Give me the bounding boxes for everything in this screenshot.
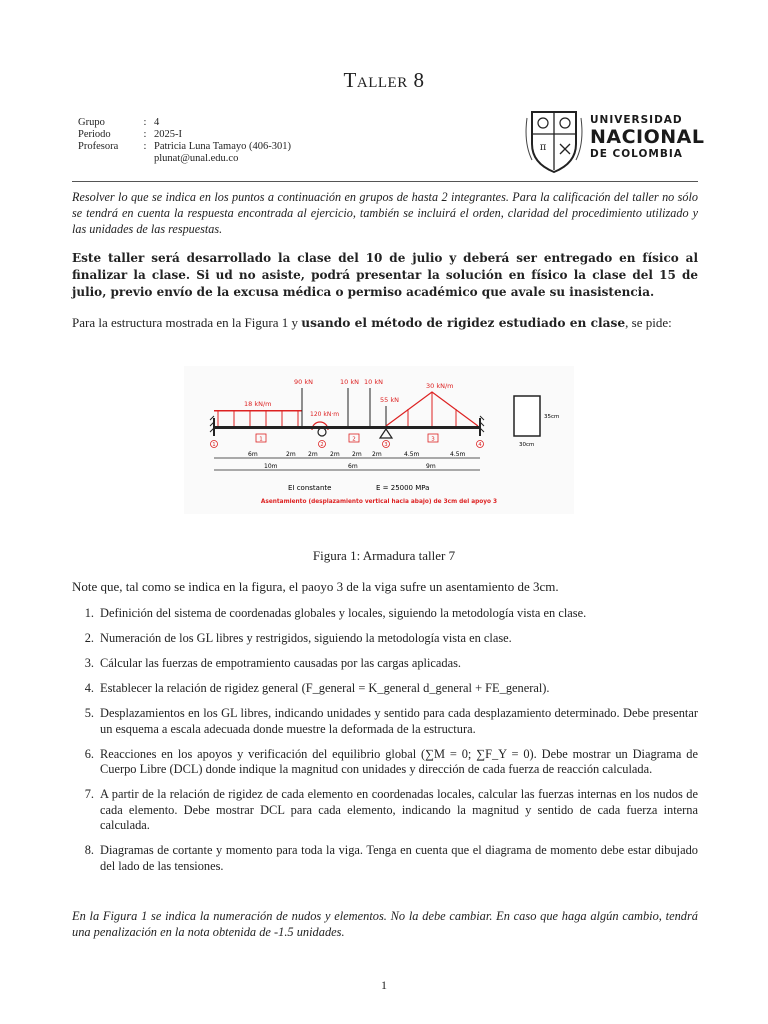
dim-2m-d: 2m bbox=[352, 451, 362, 458]
meta-row-periodo bbox=[78, 129, 291, 141]
beam-diagram bbox=[184, 366, 574, 514]
meta-value: 4 bbox=[154, 117, 160, 128]
meta-key: Profesora bbox=[78, 141, 119, 152]
node-label-2: 2 bbox=[320, 442, 324, 448]
logo-text bbox=[590, 114, 704, 160]
item-text: Establecer la relación de rigidez general (F_general = K_general d_general + FE_general). bbox=[100, 681, 550, 695]
task-list bbox=[72, 606, 698, 884]
meta-row-email bbox=[78, 153, 291, 165]
item-number: 4. bbox=[84, 681, 94, 695]
meta-value: 2025-I bbox=[154, 129, 182, 140]
intro-paragraph: Resolver lo que se indica en los puntos a continuación en grupos de hasta 2 integrantes. Para la calificación del taller no sólo se tendrá en cuenta la respuesta encontrada al ejercicio, también se incluirá el orden, claridad del procedimiento utilizado y las unidades de las respuestas. bbox=[72, 190, 698, 236]
section-height-label: 35cm bbox=[544, 414, 560, 420]
settlement-note: Asentamiento (desplazamiento vertical hacia abajo) de 3cm del apoyo 3 bbox=[260, 499, 498, 505]
structure-text-before: Para la estructura mostrada en la Figura 1 y bbox=[72, 315, 302, 330]
load-label-120: 120 kN·m bbox=[310, 411, 340, 418]
item-text: Numeración de los GL libres y restrigidos, siguiendo la metodología vista en clase. bbox=[100, 631, 512, 645]
deadline-paragraph: Este taller será desarrollado la clase del 10 de julio y deberá ser entregado en físico al finalizar la clase. Si ud no asiste, podrá presentar la solución en físico la clase del 15 de julio, previo envío de la excusa médica o permiso académico que avale su inasistencia. bbox=[72, 251, 698, 299]
meta-key bbox=[78, 153, 136, 165]
item-number: 5. bbox=[84, 706, 94, 720]
page-title: Taller 8 bbox=[343, 68, 425, 92]
item-number: 3. bbox=[84, 656, 94, 670]
dim-4.5m-a: 4.5m bbox=[404, 451, 420, 458]
dim-2m-e: 2m bbox=[372, 451, 382, 458]
meta-value: Patricia Luna Tamayo (406-301) bbox=[154, 141, 291, 152]
svg-text:π: π bbox=[539, 142, 547, 153]
load-label-30: 30 kN/m bbox=[426, 382, 454, 390]
item-number: 7. bbox=[84, 787, 94, 801]
item-text: Diagramas de cortante y momento para toda la viga. Tenga en cuenta que el diagrama de momento debe estar dibujado del lado de las tensiones. bbox=[100, 843, 698, 873]
dim-2m-a: 2m bbox=[286, 451, 296, 458]
load-label-18: 18 kN/m bbox=[244, 400, 272, 408]
meta-sep: : bbox=[143, 117, 147, 128]
load-label-55: 55 kN bbox=[380, 396, 399, 404]
dim-2m-b: 2m bbox=[308, 451, 318, 458]
figure-caption: Figura 1: Armadura taller 7 bbox=[312, 548, 456, 563]
item-text: Desplazamientos en los GL libres, indicando unidades y sentido para cada desplazamiento determinado. Debe presentar un esquema a escala adecuada donde muestre la deformada de la estructura. bbox=[100, 706, 698, 736]
page-number: 1 bbox=[381, 978, 387, 992]
logo-line-2: NACIONAL bbox=[590, 126, 705, 148]
item-number: 8. bbox=[84, 843, 94, 857]
list-item bbox=[72, 787, 698, 834]
list-item bbox=[72, 747, 698, 778]
dim-4.5m-b: 4.5m bbox=[450, 451, 466, 458]
element-label-3: 3 bbox=[431, 436, 435, 443]
load-label-10b: 10 kN bbox=[364, 378, 383, 386]
meta-sep bbox=[136, 153, 154, 165]
university-logo bbox=[524, 108, 705, 174]
node-label-3: 3 bbox=[384, 442, 388, 448]
email-link[interactable]: plunat@unal.edu.co bbox=[154, 153, 239, 164]
item-text: Reacciones en los apoyos y verificación del equilibrio global (∑M = 0; ∑F_Y = 0). Debe mostrar un Diagrama de Cuerpo Libre (DCL) donde indique la magnitud con unidades y dirección de cada fuerza de reacción calculada. bbox=[100, 746, 698, 776]
list-item bbox=[72, 843, 698, 874]
numbering-warning: En la Figura 1 se indica la numeración de nudos y elementos. No la debe cambiar. En caso que haga algún cambio, tendrá una penalización en la nota obtenida de -1.5 unidades. bbox=[72, 909, 698, 939]
beam-line bbox=[214, 426, 480, 429]
ei-constant: EI constante bbox=[288, 484, 332, 492]
dim-6m: 6m bbox=[248, 451, 258, 458]
meta-sep: : bbox=[143, 129, 147, 140]
dim-2m-c: 2m bbox=[330, 451, 340, 458]
node-label-1: 1 bbox=[212, 442, 216, 448]
meta-row-profesora bbox=[78, 141, 291, 153]
beam-figure bbox=[184, 366, 574, 514]
structure-text-after: , se pide: bbox=[625, 315, 672, 330]
list-item bbox=[72, 706, 698, 737]
settlement-paragraph: Note que, tal como se indica en la figura, el paoyo 3 de la viga sufre un asentamiento de 3cm. bbox=[72, 579, 559, 594]
logo-line-3: DE COLOMBIA bbox=[590, 148, 683, 160]
header-divider bbox=[72, 181, 698, 182]
meta-row-grupo bbox=[78, 117, 291, 129]
item-number: 1. bbox=[84, 606, 94, 620]
node-label-4: 4 bbox=[478, 442, 482, 448]
item-text: Cálcular las fuerzas de empotramiento causadas por las cargas aplicadas. bbox=[100, 656, 462, 670]
elastic-modulus: E = 25000 MPa bbox=[376, 484, 430, 492]
structure-text-bold: usando el método de rigidez estudiado en clase bbox=[301, 316, 626, 330]
header-meta bbox=[78, 117, 291, 165]
item-number: 6. bbox=[84, 746, 94, 761]
element-label-2: 2 bbox=[352, 436, 356, 443]
logo-line-1: UNIVERSIDAD bbox=[590, 114, 683, 126]
list-item bbox=[72, 656, 698, 672]
list-item bbox=[72, 606, 698, 622]
item-text: Definición del sistema de coordenadas globales y locales, siguiendo la metodología vista en clase. bbox=[100, 606, 587, 620]
dim-9m: 9m bbox=[426, 463, 436, 470]
item-number: 2. bbox=[84, 631, 94, 645]
section-width-label: 30cm bbox=[519, 442, 535, 448]
meta-key: Grupo bbox=[78, 117, 105, 128]
dim-6m-b: 6m bbox=[348, 463, 358, 470]
element-label-1: 1 bbox=[259, 436, 263, 443]
university-shield-icon bbox=[524, 108, 584, 174]
meta-key: Periodo bbox=[78, 129, 111, 140]
list-item bbox=[72, 681, 698, 697]
meta-sep: : bbox=[143, 141, 147, 152]
load-label-90: 90 kN bbox=[294, 378, 313, 386]
load-label-10a: 10 kN bbox=[340, 378, 359, 386]
structure-paragraph bbox=[72, 314, 698, 332]
item-text: A partir de la relación de rigidez de cada elemento en coordenadas locales, calcular las fuerzas internas en los nudos de cada elemento. Debe mostrar DCL para cada elemento, indicando la magnitud y sentido de cada fuerza interna calculada. bbox=[100, 787, 698, 832]
cross-section bbox=[514, 396, 540, 436]
list-item bbox=[72, 631, 698, 647]
dim-10m: 10m bbox=[264, 463, 278, 470]
